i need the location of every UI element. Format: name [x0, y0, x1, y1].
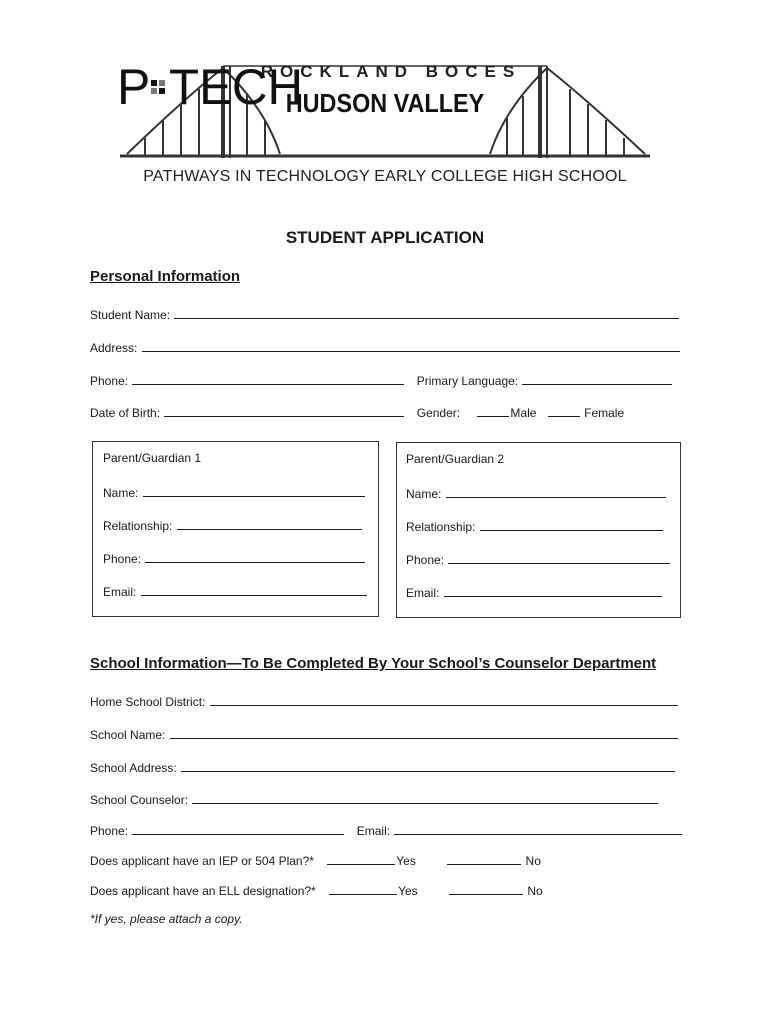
guardian1-heading: Parent/Guardian 1 — [103, 451, 202, 465]
district-field[interactable] — [210, 693, 678, 706]
guardian2-relationship-label: Relationship: — [406, 520, 476, 534]
phone-label: Phone: — [90, 374, 129, 388]
page-title: STUDENT APPLICATION — [285, 228, 485, 247]
dob-field[interactable] — [164, 404, 404, 417]
svg-text:P: P — [117, 59, 151, 110]
guardian2-phone-field[interactable] — [448, 551, 670, 564]
gender-female-label: Female — [584, 406, 625, 420]
school-address-field[interactable] — [181, 759, 675, 772]
counselor-field[interactable] — [192, 791, 658, 804]
phone-row — [90, 372, 673, 388]
logo-tagline: PATHWAYS IN TECHNOLOGY EARLY COLLEGE HIGH SCHOOL — [143, 168, 627, 185]
school-phone-label: Phone: — [90, 824, 129, 838]
student-name-label: Student Name: — [90, 308, 171, 322]
guardian2-phone-label: Phone: — [406, 553, 445, 567]
guardian1-email-field[interactable] — [141, 583, 367, 596]
guardian2-name-row — [406, 485, 667, 501]
guardian2-relationship-row — [406, 518, 664, 534]
school-address-label: School Address: — [90, 761, 177, 775]
gender-female-field[interactable] — [548, 404, 580, 417]
guardian2-email-field[interactable] — [444, 584, 662, 597]
school-logo — [115, 58, 655, 203]
iep-question: Does applicant have an IEP or 504 Plan?* — [90, 854, 314, 868]
school-address-row — [90, 759, 676, 775]
attach-copy-note: *If yes, please attach a copy. — [90, 912, 243, 926]
svg-text:TECH: TECH — [169, 59, 303, 110]
school-contact-row — [90, 822, 683, 838]
address-field[interactable] — [142, 339, 680, 352]
guardian1-email-row — [103, 583, 368, 599]
guardian1-phone-field[interactable] — [145, 550, 365, 563]
guardian2-email-row — [406, 584, 663, 600]
school-name-label: School Name: — [90, 728, 166, 742]
dob-label: Date of Birth: — [90, 406, 161, 420]
iep-yes-label: Yes — [396, 854, 416, 868]
guardian2-box — [396, 442, 681, 618]
ell-question: Does applicant have an ELL designation?* — [90, 884, 316, 898]
school-phone-field[interactable] — [132, 822, 344, 835]
iep-no-field[interactable] — [447, 852, 521, 865]
logo-hudson-valley: HUDSON VALLEY — [285, 88, 485, 118]
personal-info-heading: Personal Information — [90, 268, 241, 285]
school-name-row — [90, 726, 679, 742]
school-name-field[interactable] — [170, 726, 678, 739]
dob-row — [90, 404, 624, 420]
guardian1-box — [92, 441, 379, 617]
ptech-wordmark — [115, 58, 305, 110]
ell-yes-label: Yes — [398, 884, 418, 898]
gender-male-field[interactable] — [477, 404, 509, 417]
student-name-field[interactable] — [174, 306, 679, 319]
iep-no-label: No — [525, 854, 541, 868]
guardian1-name-row — [103, 484, 366, 500]
guardian1-name-field[interactable] — [143, 484, 365, 497]
iep-yes-field[interactable] — [327, 852, 395, 865]
guardian2-email-label: Email: — [406, 586, 440, 600]
guardian2-relationship-field[interactable] — [480, 518, 663, 531]
guardian1-phone-row — [103, 550, 366, 566]
guardian1-relationship-label: Relationship: — [103, 519, 173, 533]
ell-no-label: No — [527, 884, 543, 898]
school-email-label: Email: — [356, 824, 391, 838]
ell-yes-field[interactable] — [329, 882, 397, 895]
school-email-field[interactable] — [394, 822, 682, 835]
iep-row — [90, 852, 541, 868]
address-row — [90, 339, 681, 355]
guardian2-name-field[interactable] — [446, 485, 666, 498]
ell-no-field[interactable] — [449, 882, 523, 895]
guardian1-name-label: Name: — [103, 486, 139, 500]
ell-row — [90, 882, 543, 898]
gender-male-label: Male — [510, 406, 537, 420]
guardian2-heading: Parent/Guardian 2 — [406, 452, 505, 466]
phone-field[interactable] — [132, 372, 404, 385]
district-row — [90, 693, 679, 709]
school-info-heading: School Information—To Be Completed By Your School’s Counselor Department — [90, 655, 657, 672]
student-name-row — [90, 306, 680, 322]
counselor-label: School Counselor: — [90, 793, 189, 807]
guardian2-phone-row — [406, 551, 671, 567]
primary-language-label: Primary Language: — [416, 374, 519, 388]
guardian1-phone-label: Phone: — [103, 552, 142, 566]
guardian1-relationship-field[interactable] — [177, 517, 362, 530]
address-label: Address: — [90, 341, 138, 355]
guardian1-relationship-row — [103, 517, 363, 533]
logo-rockland-boces: ROCKLAND BOCES — [260, 62, 522, 81]
district-label: Home School District: — [90, 695, 206, 709]
counselor-row — [90, 791, 659, 807]
guardian1-email-label: Email: — [103, 585, 137, 599]
gender-label: Gender: — [416, 406, 461, 420]
primary-language-field[interactable] — [522, 372, 672, 385]
guardian2-name-label: Name: — [406, 487, 442, 501]
